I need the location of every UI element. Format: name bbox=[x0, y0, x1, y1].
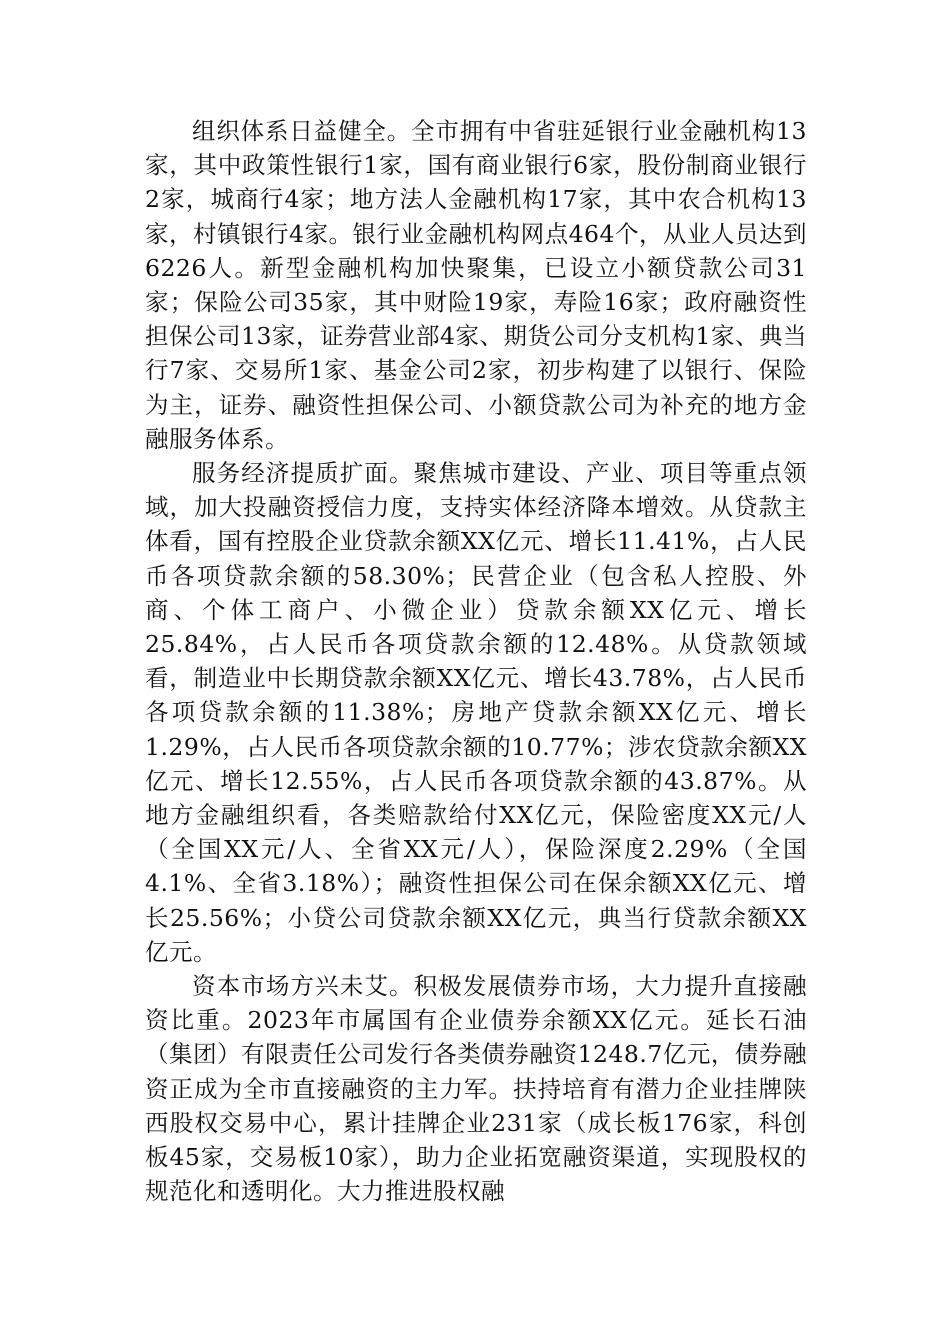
paragraph-capital-market: 资本市场方兴未艾。积极发展债券市场，大力提升直接融资比重。2023年市属国有企业债券余额XX亿元。延长石油（集团）有限责任公司发行各类债券融资1248.7亿元，债券融资正成为全市直接融资的主力军。扶持培育有潜力企业挂牌陕西股权交易中心，累计挂牌企业231家（成长板176家，科创板45家，交易板10家），助力企业拓宽融资渠道，实现股权的规范化和透明化。大力推进股权融 bbox=[145, 972, 807, 1206]
paragraph-economic-services: 服务经济提质扩面。聚焦城市建设、产业、项目等重点领域，加大投融资授信力度，支持实体经济降本增效。从贷款主体看，国有控股企业贷款余额XX亿元、增长11.41%，占人民币各项贷款余额的58.30%；民营企业（包含私人控股、外商、个体工商户、小微企业）贷款余额XX亿元、增长25.84%，占人民币各项贷款余额的12.48%。从贷款领域看，制造业中长期贷款余额XX亿元、增长43.78%，占人民币各项贷款余额的11.38%；房地产贷款余额XX亿元、增长1.29%，占人民币各项贷款余额的10.77%；涉农贷款余额XX亿元、增长12.55%，占人民币各项贷款余额的43.87%。从地方金融组织看，各类赔款给付XX亿元，保险密度XX元/人（全国XX元/人、全省XX元/人），保险深度2.29%（全国4.1%、全省3.18%）；融资性担保公司在保余额XX亿元、增长25.56%；小贷公司贷款余额XX亿元，典当行贷款余额XX亿元。 bbox=[145, 459, 807, 966]
paragraph-organization-system: 组织体系日益健全。全市拥有中省驻延银行业金融机构13家，其中政策性银行1家，国有商业银行6家，股份制商业银行2家，城商行4家；地方法人金融机构17家，其中农合机构13家，村镇银行4家。银行业金融机构网点464个，从业人员达到6226人。新型金融机构加快聚集，已设立小额贷款公司31家；保险公司35家，其中财险19家，寿险16家；政府融资性担保公司13家，证券营业部4家、期货公司分支机构1家、典当行7家、交易所1家、基金公司2家，初步构建了以银行、保险为主，证券、融资性担保公司、小额贷款公司为补充的地方金融服务体系。 bbox=[145, 117, 807, 453]
document-body bbox=[145, 114, 807, 1209]
